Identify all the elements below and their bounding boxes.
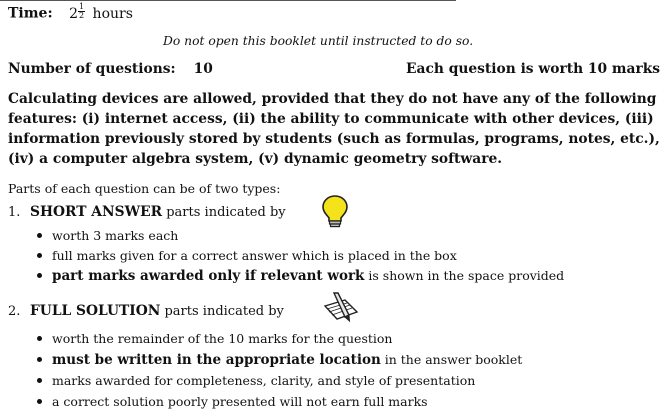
time-whole: 2	[69, 5, 78, 22]
bullet-text-bold: must be written in the appropriate location	[52, 352, 381, 368]
calculator-rules-line: information previously stored by students (such as formulas, programs, notes, etc.),	[8, 131, 660, 147]
bullet-text: worth the remainder of the 10 marks for the question	[52, 331, 393, 346]
bullet-dot	[37, 233, 42, 238]
time-value	[69, 2, 133, 22]
questions-value: 10	[193, 61, 213, 77]
calculator-rules-line: Calculating devices are allowed, provided that they do not have any of the following	[8, 91, 657, 107]
pencil-paper-icon	[323, 292, 359, 326]
full-solution-bullet	[37, 373, 475, 388]
bullet-dot	[37, 399, 42, 404]
top-rule	[0, 0, 456, 1]
bullet-dot	[37, 378, 42, 383]
full-solution-bullet	[37, 352, 522, 368]
bullet-text-bold: part marks awarded only if relevant work	[52, 268, 365, 284]
bullet-dot	[37, 273, 42, 278]
bullet-text: a correct solution poorly presented will not earn full marks	[52, 394, 428, 409]
calculator-rules-line: (iv) a computer algebra system, (v) dynamic geometry software.	[8, 151, 503, 167]
bullet-text: full marks given for a correct answer which is placed in the box	[52, 248, 457, 263]
bullet-dot	[37, 336, 42, 341]
short-answer-title: SHORT ANSWER	[30, 204, 163, 220]
full-solution-bullet	[37, 394, 428, 409]
time-unit: hours	[92, 5, 133, 22]
full-solution-heading	[8, 303, 284, 319]
full-solution-bullet	[37, 331, 392, 346]
full-solution-suffix: parts indicated by	[164, 304, 284, 319]
bullet-text: marks awarded for completeness, clarity, and style of presentation	[52, 373, 476, 388]
full-solution-title: FULL SOLUTION	[30, 303, 161, 319]
time-fraction-denominator: 2	[79, 11, 85, 20]
short-answer-bullet	[37, 248, 457, 263]
bullet-dot	[37, 253, 42, 258]
calculator-rules-line: features: (i) internet access, (ii) the ability to communicate with other devices, (iii)	[8, 111, 654, 127]
time-label: Time:	[8, 5, 53, 22]
time-row	[8, 2, 133, 22]
bullet-text: worth 3 marks each	[52, 228, 179, 243]
questions-row	[8, 61, 213, 77]
short-answer-heading	[8, 204, 286, 220]
full-solution-number: 2.	[8, 304, 21, 319]
short-answer-bullet	[37, 268, 564, 284]
bullet-dot	[37, 357, 42, 362]
questions-label: Number of questions:	[8, 61, 176, 77]
bullet-text: is shown in the space provided	[368, 268, 565, 283]
parts-intro: Parts of each question can be of two types:	[8, 181, 281, 196]
short-answer-bullet	[37, 228, 178, 243]
do-not-open-notice: Do not open this booklet until instructed to do so.	[163, 34, 474, 48]
time-fraction-numerator: 1	[79, 2, 85, 11]
question-worth: Each question is worth 10 marks	[406, 61, 661, 77]
short-answer-number: 1.	[8, 205, 21, 220]
lightbulb-icon	[320, 194, 350, 228]
bullet-text: in the answer booklet	[384, 352, 523, 367]
calculator-rules	[8, 89, 666, 169]
short-answer-suffix: parts indicated by	[166, 205, 286, 220]
time-fraction	[78, 3, 85, 20]
